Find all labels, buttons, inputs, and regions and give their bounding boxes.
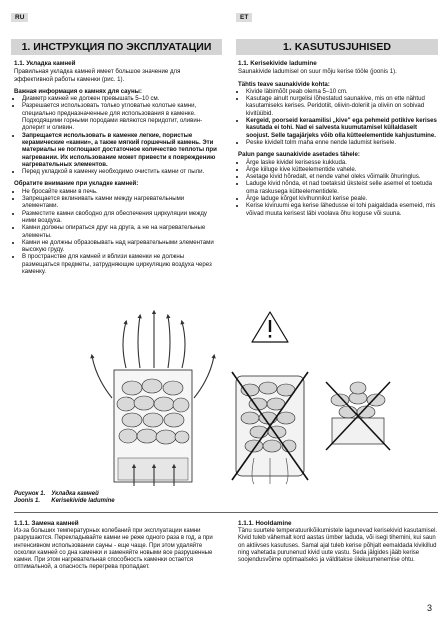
page-number: 3 — [426, 603, 432, 613]
list-item: • Диаметр камней не должен превышать 5–10 см. — [22, 95, 220, 102]
important-list-ru — [14, 95, 220, 175]
caption-text-ru: Укладка камней — [51, 491, 99, 497]
list-item: • Laduge kivid nõnda, et nad toetaksid üksteist selle asemel et toetuda oma raskusega kütteelementidele. — [246, 180, 438, 195]
subsection-title-et: 1.1. Kerisekivide ladumine — [238, 60, 317, 67]
important-title-et: Tähtis teave saunakivide kohta: — [238, 80, 330, 88]
divider — [14, 512, 438, 513]
maintenance-title-ru: 1.1.1. Замена камней — [14, 520, 79, 527]
list-item: • В пространстве для камней и вблизи каменки не должны размещаться предметы, затрудняющие циркуляцию воздуха через каменку. — [22, 253, 220, 275]
list-item: • Перед укладкой в каменку необходимо очистить камни от пыли. — [22, 168, 220, 175]
list-item: • Не бросайте камни в печь. — [22, 188, 220, 195]
list-item: • Разрешается использовать только угловатые колотые камни, специально предназначенные для использования в каменке. Подходящими горными породами являются перидотит, оливин-долерит и оливин. — [22, 102, 220, 131]
maintenance-title-et: 1.1.1. Hooldamine — [238, 520, 292, 527]
list-item: • Ärge laduge kõrget kivihunnikut kerise peale. — [246, 195, 438, 202]
stone-stacking-figure — [14, 308, 438, 488]
list-item: • Камни не должны образовывать над нагревательными элементами высокую груду. — [22, 239, 220, 254]
warning-triangle-icon — [252, 312, 288, 342]
figure-caption — [14, 491, 121, 505]
list-item: • Kivide läbimõõt peab olema 5–10 cm. — [246, 88, 438, 95]
list-item: • Peske kividelt tolm maha enne nende ladumist kerisele. — [246, 139, 438, 146]
caption-label-ru: Рисунок 1. — [14, 491, 46, 497]
language-tag-et: ET — [236, 13, 252, 22]
maintenance-text-ru: Из-за больших температурных колебаний при эксплуатации камни разрушаются. Перекладывайте камни не реже одного раза в год, а при интенсивном использовании сауны - еще чаще. При этом удаляйте осколки камней со дна каменки и заменяйте новыми все разрушенные камни. При этом нагревательная способность каменки остается оптимальной, а опасность перегрева пропадает. — [14, 528, 213, 571]
caption-label-et: Joonis 1. — [14, 498, 41, 505]
language-tag-ru: RU — [11, 13, 28, 22]
list-item: • Запрещается вклинивать камни между нагревательными элементами. — [22, 195, 220, 210]
stone-heap-incorrect-illustration — [326, 382, 390, 450]
section-title-ru: 1. ИНСТРУКЦИЯ ПО ЭКСПЛУАТАЦИИ — [11, 39, 222, 55]
list-item: • Asetage kivid hõredalt, et nende vahel oleks võimalik õhuringlus. — [246, 173, 438, 180]
important-title-ru: Важная информация о камнях для сауны: — [14, 87, 142, 95]
list-item: • Камни должны опираться друг на друга, а не на нагревательные элементы. — [22, 224, 220, 239]
subsection-title-ru: 1.1. Укладка камней — [14, 60, 76, 67]
maintenance-section-ru — [14, 520, 220, 571]
list-item: • Разместите камни свободно для обеспечения циркуляции между ними воздуха. — [22, 210, 220, 225]
section-title-et: 1. KASUTUSJUHISED — [236, 39, 438, 55]
attention-list-et — [238, 159, 438, 217]
list-item: • Kerise kiviruumi ega kerise lähedusse ei tohi paigaldada esemeid, mis võivad muuta kerisest läbi voolava õhu koguse või suuna. — [246, 202, 438, 217]
maintenance-section-et — [238, 520, 438, 564]
intro-ru: Правильная укладка камней имеет большое значение для эффективной работы каменки (рис. 1). — [14, 68, 181, 83]
list-item: • Kasutage ainult nurgelisi lõhestatud saunakive, mis on ette nähtud kasutamiseks kerises. Peridotiit, oliivin-doleriit ja oliviin on sobivad kivitüübid. — [246, 95, 438, 117]
caption-text-et: Kerisekivide ladumine — [51, 498, 115, 505]
intro-et: Saunakivide ladumisel on suur mõju kerise tööle (joonis 1). — [238, 68, 397, 76]
list-item: • Kergeid, poorseid keraamilisi „kive" ega pehmeid potikive kerises kasutada ei tohi. Nad ei salvesta kuumutamisel küllaldaselt soojust. Selle tagajärjeks võib olla kütteelementide kahjustumine. — [246, 117, 438, 139]
list-item: • Ärge kiiluge kive kütteelementide vahele. — [246, 166, 438, 173]
attention-title-et: Palun pange saunakivide asetades tähele: — [238, 151, 360, 159]
attention-list-ru — [14, 188, 220, 276]
heater-incorrect-illustration — [232, 372, 308, 484]
column-et — [238, 60, 438, 221]
column-ru — [14, 60, 220, 279]
maintenance-text-et: Tänu suurtele temperatuurikõikumistele lagunevad kerisekivid kasutamisel. Kivid tuleb vähemalt kord aastas ümber laduda, või isegi tihemini, kui saun on aktiivses kasutuses. Samal ajal tuleb kerise põhjalt eemaldada kivikillud ning vahetada purunenud kivid uute vastu. Seda jälgides jääb kerise soojendusvõime optimaalseks ja välditakse ülekuumenemise ohtu. — [238, 528, 438, 564]
list-item: • Запрещается использовать в каменке легкие, пористые керамические «камни», а также мягкий горшечный камень. Эти материалы не поглощают достаточное количество теплоты при нагревании. Их использование может привести к повреждению нагревательных элементов. — [22, 132, 220, 168]
important-list-et — [238, 88, 438, 146]
heater-correct-illustration — [92, 312, 214, 486]
attention-title-ru: Обратите внимание при укладке камней: — [14, 180, 139, 188]
list-item: • Ärge laske kividel kerisesse kukkuda. — [246, 159, 438, 166]
